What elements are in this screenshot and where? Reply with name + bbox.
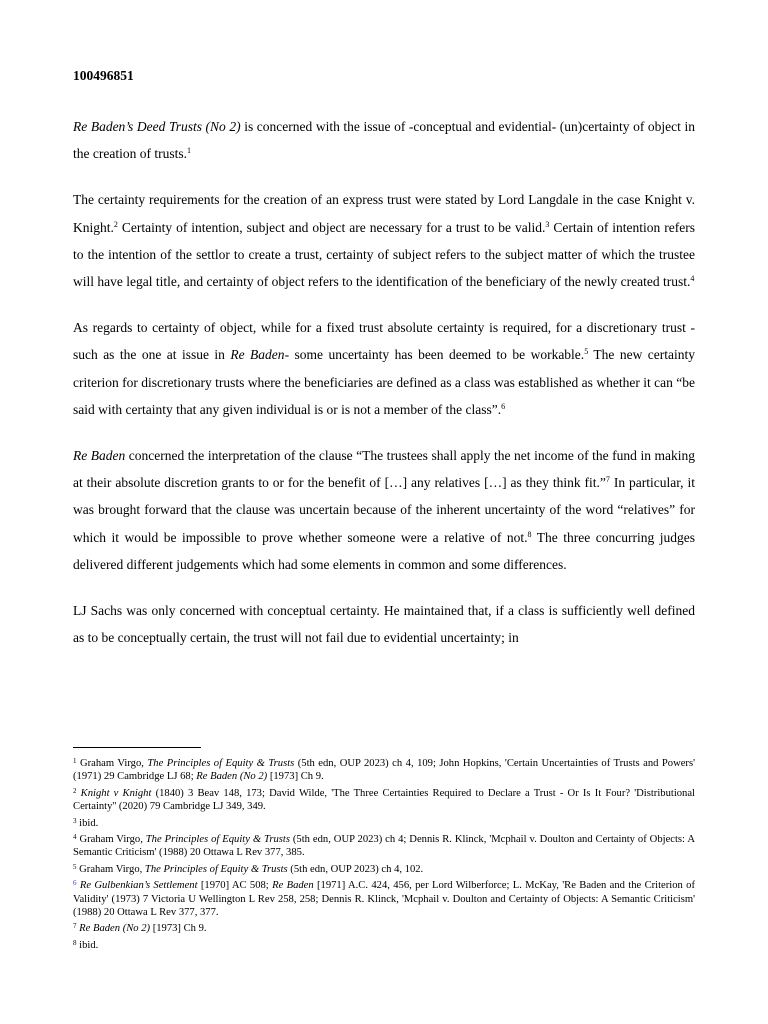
student-id: 100496851	[73, 68, 134, 83]
footnote-ref[interactable]: 7	[605, 475, 610, 485]
footnote-4: $^4$ Graham Virgo, The Principles of Equity & Trusts (5th edn, OUP 2023) ch 4; Dennis R. Klinck, 'Mcphail v. Doulton and Certainty of Objects: A Semantic Criticism' (1988) 20 Ottawa L Rev 377, 385.	[73, 833, 695, 859]
footnote-ref[interactable]: 4	[690, 274, 695, 284]
footnotes	[73, 757, 695, 955]
case-name: Re Baden	[230, 347, 285, 363]
case-name: Re Baden’s Deed Trusts (No 2)	[73, 119, 241, 134]
footnote-ref[interactable]: 6	[501, 401, 506, 411]
paragraph-4: Re Baden concerned the interpretation of the clause “The trustees shall apply the net income of the fund in making at their absolute discretion grants to or for the benefit of […] any relatives […] as they think fit.”$^7$ In particular, it was brought forward that the clause was uncertain because of the inherent uncertainty of the word “relatives” for which it would be impossible to prove whether someone were a relative of not.$^8$ The three concurring judges delivered different judgements which had some elements in common and some differences.	[73, 448, 695, 572]
footnote-ref[interactable]: 2	[113, 219, 118, 229]
paragraph-3: As regards to certainty of object, while for a fixed trust absolute certainty is required, for a discretionary trust -such as the one at issue in Re Baden- some uncertainty has been deemed to be workable.$^5$ The new certainty criterion for discretionary trusts where the beneficiaries are defined as a class was established as whether it can “be said with certainty that any given individual is or is not a member of the class”.$^6$	[73, 320, 695, 417]
paragraph-1: Re Baden’s Deed Trusts (No 2) is concerned with the issue of -conceptual and evidential- (un)certainty of object in the creation of trusts.$^1$	[73, 119, 695, 162]
document-body	[73, 68, 695, 651]
footnote-separator	[73, 747, 201, 748]
case-name: Re Baden	[73, 448, 126, 464]
paragraph-5: LJ Sachs was only concerned with conceptual certainty. He maintained that, if a class is sufficiently well defined as to be conceptually certain, the trust will not fail due to evidential uncertainty; in	[73, 603, 695, 646]
footnote-ref[interactable]: 5	[584, 347, 589, 357]
footnote-3: $^3$ ibid.	[73, 816, 99, 829]
footnote-6: $^6$ Re Gulbenkian’s Settlement [1970] AC 508; Re Baden [1971] A.C. 424, 456, per Lord Wilberforce; L. McKay, 'Re Baden and the Criterion of Validity' (1973) 7 Victoria U Wellington L Rev 258, 258; Dennis R. Klinck, 'Mcphail v. Doulton and Certainty of Objects: A Semantic Criticism' (1988) 20 Ottawa L Rev 377, 377.	[73, 879, 695, 919]
footnote-7: $^7$ Re Baden (No 2) [1973] Ch 9.	[73, 922, 207, 935]
footnote-ref[interactable]: 8	[527, 529, 532, 539]
footnote-8: $^8$ ibid.	[73, 938, 99, 951]
paragraph-2: The certainty requirements for the creation of an express trust were stated by Lord Langdale in the case Knight v. Knight.$^2$ Certainty of intention, subject and object are necessary for a trust to be valid.$^3$ Certain of intention refers to the intention of the settlor to create a trust, certainty of subject refers to the subject matter of which the trustee will have legal title, and certainty of object refers to the identification of the beneficiary of the newly created trust.$^4$	[73, 192, 695, 290]
footnote-ref[interactable]: 3	[545, 219, 550, 229]
footnote-5: $^5$ Graham Virgo, The Principles of Equity & Trusts (5th edn, OUP 2023) ch 4, 102.	[73, 862, 424, 875]
footnote-2: $^2$ Knight v Knight (1840) 3 Beav 148, 173; David Wilde, 'The Three Certainties Required to Declare a Trust - Or Is It Four? 'Distributional Certainty'' (2020) 79 Cambridge LJ 349, 349.	[73, 786, 696, 813]
footnote-1: $^1$ Graham Virgo, The Principles of Equity & Trusts (5th edn, OUP 2023) ch 4, 109; John Hopkins, 'Certain Uncertainties of Trusts and Powers' (1971) 29 Cambridge LJ 68; Re Baden (No 2) [1973] Ch 9.	[73, 757, 695, 783]
footnote-ref[interactable]: 1	[186, 146, 191, 156]
